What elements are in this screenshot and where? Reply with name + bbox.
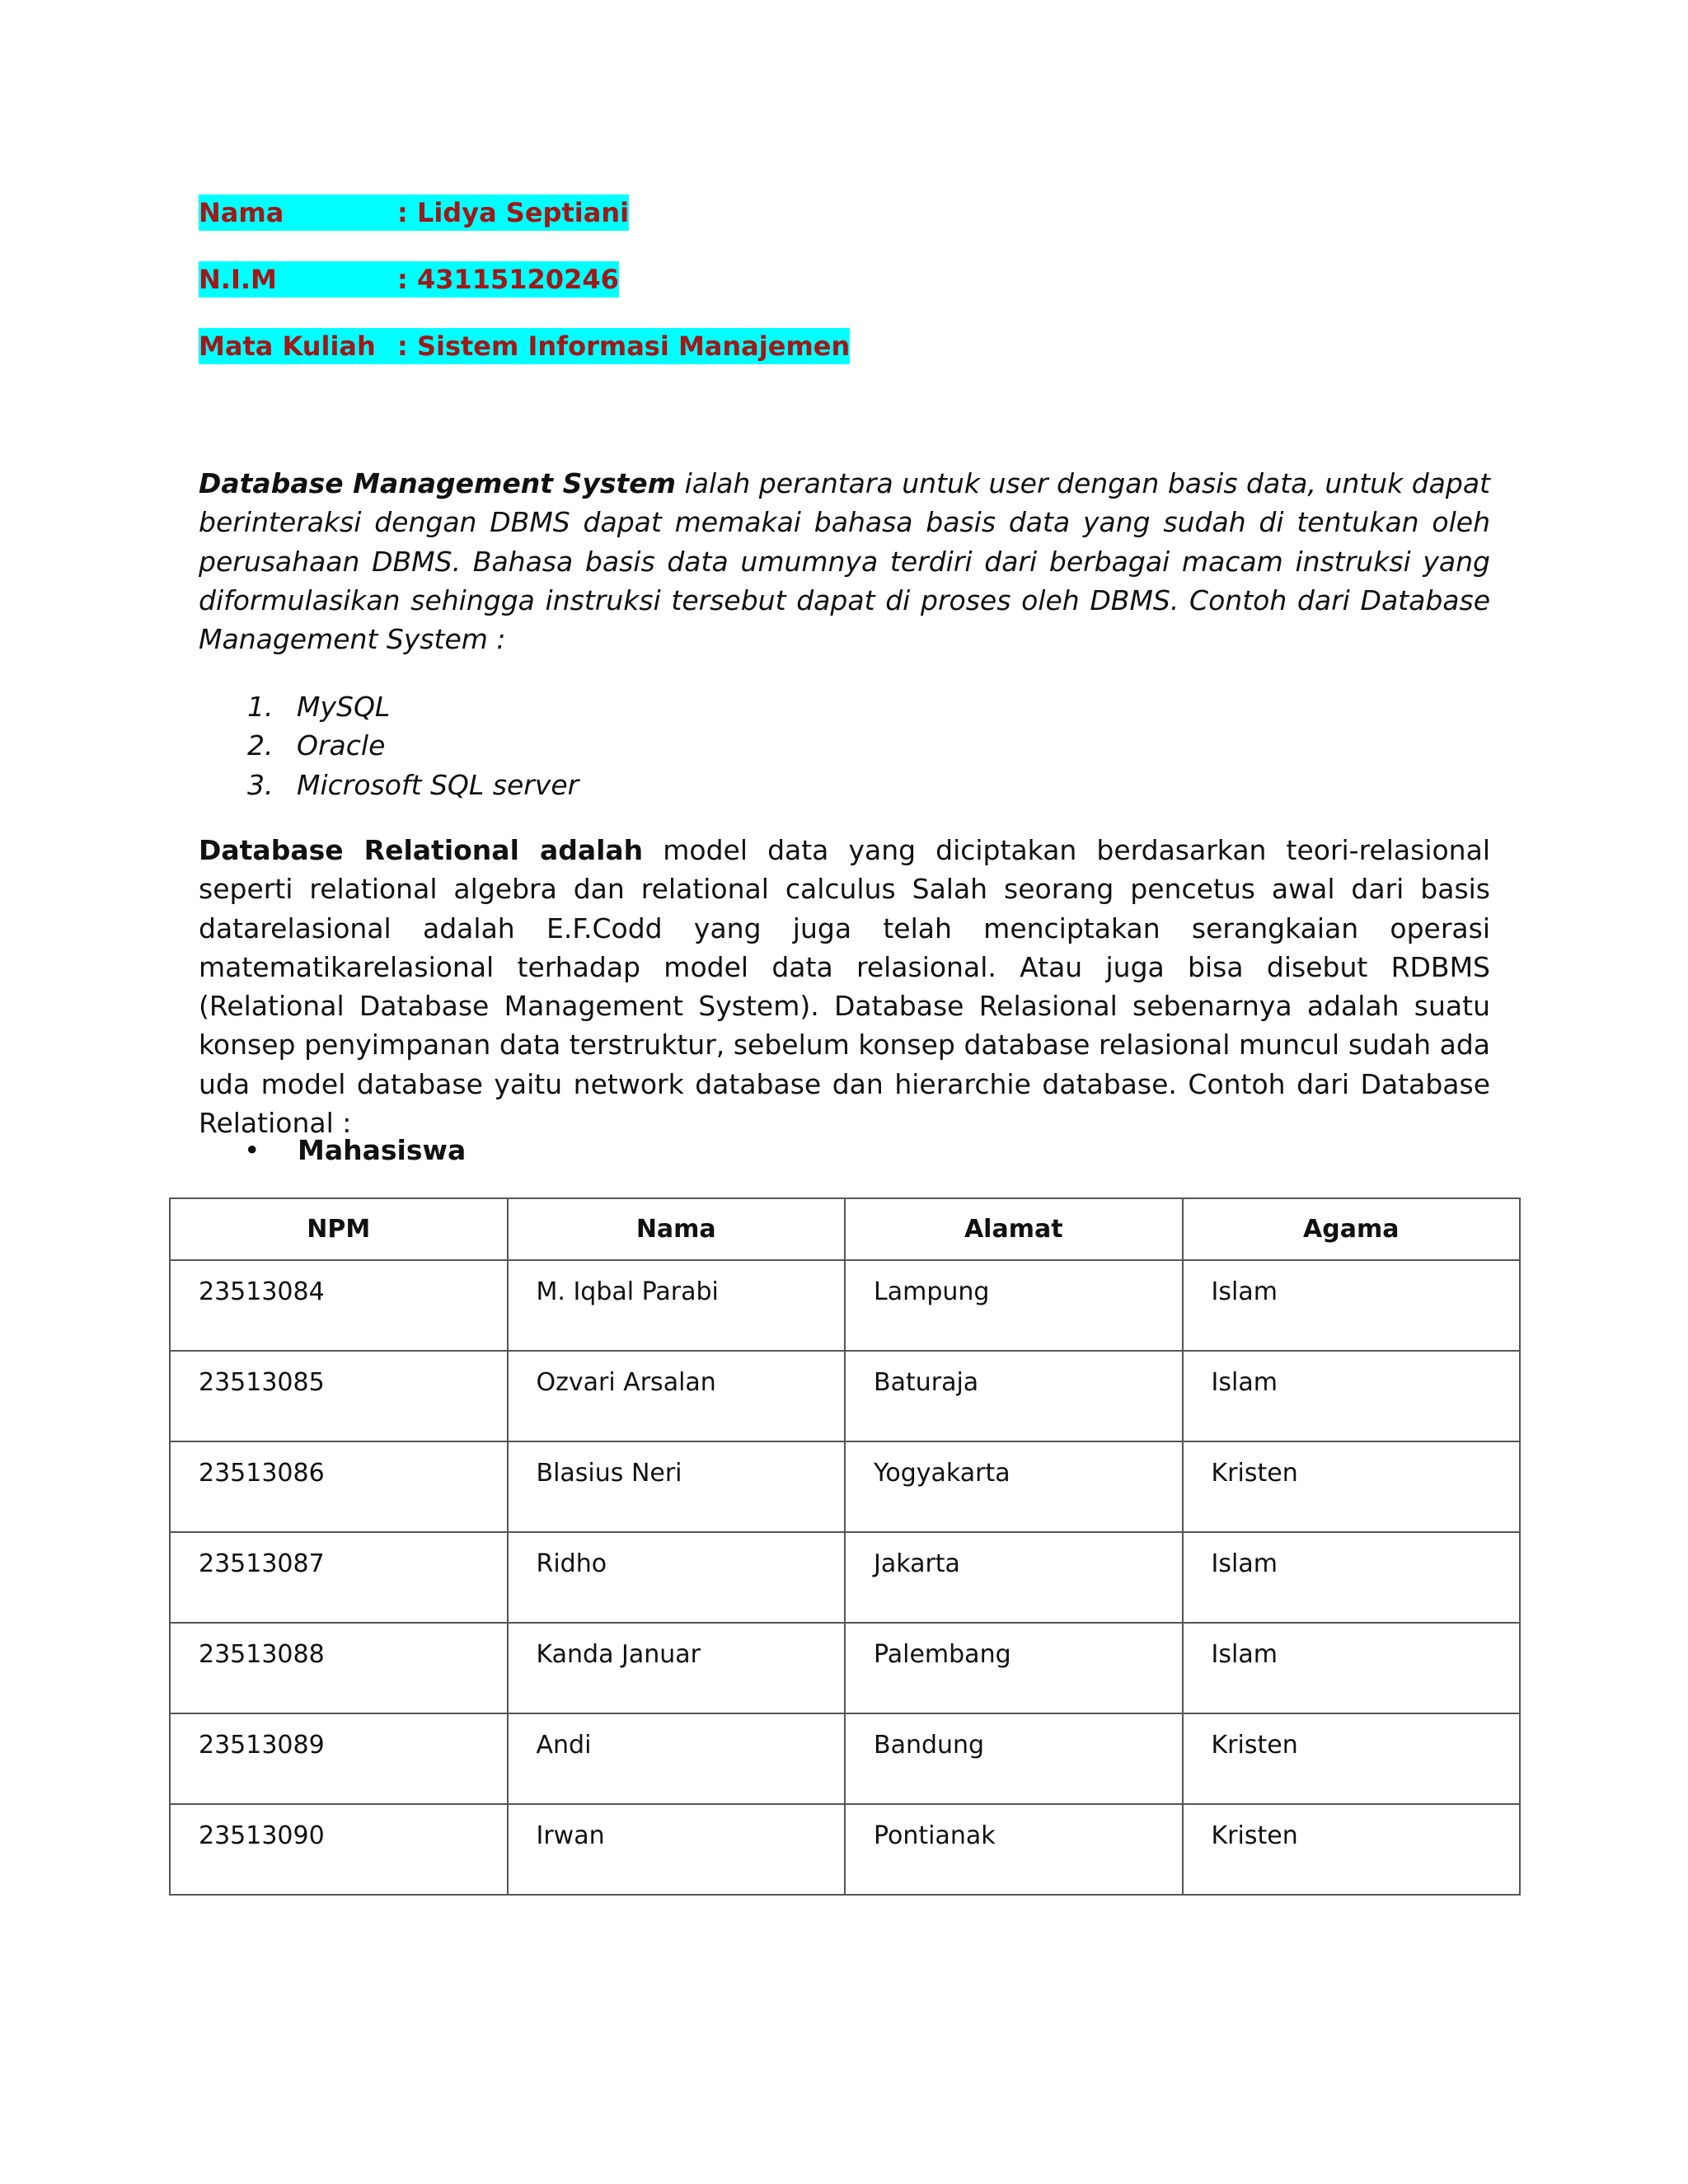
info-value: : Lidya Septiani — [397, 194, 629, 231]
list-number: 3. — [247, 768, 274, 801]
table-row — [170, 1804, 1520, 1895]
table-row — [170, 1532, 1520, 1623]
cell-npm: 23513084 — [170, 1260, 508, 1351]
dbms-examples-list — [199, 687, 579, 804]
list-text: MySQL — [297, 691, 391, 723]
cell-alamat: Baturaja — [845, 1351, 1183, 1441]
cell-agama: Islam — [1183, 1260, 1521, 1351]
list-number: 2. — [247, 729, 274, 762]
cell-alamat: Bandung — [845, 1713, 1183, 1804]
info-row-nim — [199, 261, 850, 298]
relational-paragraph — [199, 831, 1490, 1142]
cell-npm: 23513086 — [170, 1441, 508, 1532]
list-text: Oracle — [297, 729, 386, 762]
cell-nama: Irwan — [508, 1804, 846, 1895]
column-header-agama: Agama — [1183, 1198, 1521, 1260]
info-value: : Sistem Informasi Manajemen — [397, 328, 850, 364]
cell-npm: 23513087 — [170, 1532, 508, 1623]
cell-nama: Kanda Januar — [508, 1623, 846, 1713]
dbms-term: Database Management System — [199, 467, 677, 499]
cell-agama: Kristen — [1183, 1804, 1521, 1895]
info-label: Nama — [199, 194, 397, 231]
cell-nama: Ridho — [508, 1532, 846, 1623]
list-item — [199, 687, 579, 726]
table-row — [170, 1441, 1520, 1532]
cell-nama: M. Iqbal Parabi — [508, 1260, 846, 1351]
cell-npm: 23513089 — [170, 1713, 508, 1804]
column-header-npm: NPM — [170, 1198, 508, 1260]
table-row — [170, 1351, 1520, 1441]
dbms-paragraph — [199, 464, 1490, 658]
cell-agama: Islam — [1183, 1532, 1521, 1623]
list-number: 1. — [247, 691, 274, 723]
cell-npm: 23513085 — [170, 1351, 508, 1441]
list-item — [199, 766, 579, 804]
student-info — [199, 194, 850, 395]
cell-nama: Blasius Neri — [508, 1441, 846, 1532]
column-header-nama: Nama — [508, 1198, 846, 1260]
mahasiswa-table — [169, 1197, 1521, 1896]
cell-agama: Kristen — [1183, 1441, 1521, 1532]
info-label: Mata Kuliah — [199, 328, 397, 364]
cell-npm: 23513090 — [170, 1804, 508, 1895]
cell-alamat: Lampung — [845, 1260, 1183, 1351]
bullet-label: Mahasiswa — [298, 1134, 467, 1166]
table-row — [170, 1260, 1520, 1351]
column-header-alamat: Alamat — [845, 1198, 1183, 1260]
relational-text: model data yang diciptakan berdasarkan teori-relasional seperti relational algebra dan relational calculus Salah seorang pencetus awal dari basis datarelasional adalah E.F.Codd yang juga telah menciptakan serangkaian operasi matematikarelasional terhadap model data relasional. Atau juga bisa disebut RDBMS (Relational Database Management System). Database Relasional sebenarnya adalah suatu konsep penyimpanan data terstruktur, sebelum konsep database relasional muncul sudah ada uda model database yaitu network database dan hierarchie database. Contoh dari Database Relational : — [199, 834, 1490, 1140]
cell-nama: Ozvari Arsalan — [508, 1351, 846, 1441]
info-row-nama — [199, 194, 850, 231]
cell-agama: Kristen — [1183, 1713, 1521, 1804]
cell-nama: Andi — [508, 1713, 846, 1804]
list-text: Microsoft SQL server — [297, 768, 579, 801]
cell-agama: Islam — [1183, 1623, 1521, 1713]
dbms-text: ialah perantara untuk user dengan basis data, untuk dapat berinteraksi dengan DBMS dapat memakai bahasa basis data yang sudah di tentukan oleh perusahaan DBMS. Bahasa basis data umumnya terdiri dari berbagai macam instruksi yang diformulasikan sehingga instruksi tersebut dapat di proses oleh DBMS. Contoh dari Database Management System : — [199, 467, 1491, 656]
bullet-icon: • — [244, 1134, 260, 1166]
relational-term: Database Relational adalah — [199, 834, 644, 866]
table-row — [170, 1623, 1520, 1713]
cell-alamat: Jakarta — [845, 1532, 1183, 1623]
table-header-row — [170, 1198, 1520, 1260]
cell-alamat: Pontianak — [845, 1804, 1183, 1895]
cell-agama: Islam — [1183, 1351, 1521, 1441]
bullet-item-mahasiswa — [244, 1131, 466, 1169]
table-row — [170, 1713, 1520, 1804]
info-label: N.I.M — [199, 261, 397, 298]
info-row-mata-kuliah — [199, 328, 850, 364]
list-item — [199, 726, 579, 765]
cell-alamat: Palembang — [845, 1623, 1183, 1713]
cell-alamat: Yogyakarta — [845, 1441, 1183, 1532]
info-value: : 43115120246 — [397, 261, 619, 298]
cell-npm: 23513088 — [170, 1623, 508, 1713]
